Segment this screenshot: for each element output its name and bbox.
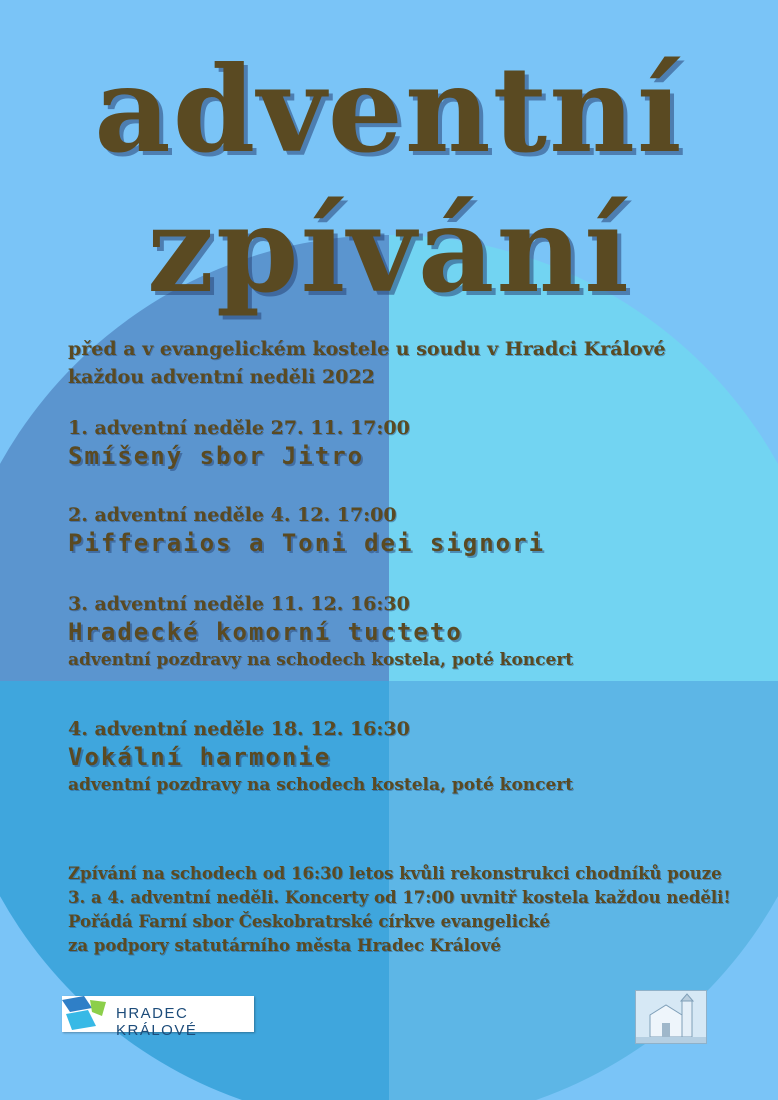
footer-line-3: Pořádá Farní sbor Českobratrské církve evangelické: [68, 912, 550, 931]
event-date: 3. adventní neděle 11. 12. 16:30: [68, 593, 410, 615]
intro-text: [68, 335, 666, 391]
event-2: [68, 503, 545, 559]
footer-text: [68, 862, 731, 958]
footer-line-4: za podpory statutárního města Hradec Králové: [68, 936, 501, 955]
city-logo-mark-icon: [62, 996, 110, 1032]
event-3: [68, 592, 573, 672]
intro-line-1: před a v evangelickém kostele u soudu v Hradci Králové: [68, 338, 666, 360]
intro-line-2: každou adventní neděli 2022: [68, 366, 375, 388]
event-note: adventní pozdravy na schodech kostela, poté koncert: [68, 775, 574, 795]
event-date: 1. adventní neděle 27. 11. 17:00: [68, 417, 410, 439]
footer-line-2: 3. a 4. adventní neděli. Koncerty od 17:00 uvnitř kostela každou neděli!: [68, 888, 731, 907]
event-4: [68, 717, 573, 797]
title-line-1: adventní: [94, 40, 684, 179]
event-date: 4. adventní neděle 18. 12. 16:30: [68, 718, 410, 740]
title-line-2: zpívání: [147, 180, 631, 319]
event-date: 2. adventní neděle 4. 12. 17:00: [68, 504, 397, 526]
church-photo: [635, 990, 707, 1044]
event-performer: Hradecké komorní tucteto: [68, 618, 463, 646]
city-logo: [62, 996, 254, 1039]
event-performer: Smíšený sbor Jitro: [68, 442, 365, 470]
event-note: adventní pozdravy na schodech kostela, poté koncert: [68, 650, 574, 670]
city-logo-text: HRADEC KRÁLOVÉ: [116, 1005, 198, 1039]
church-illustration-icon: [636, 991, 706, 1043]
footer-line-1: Zpívání na schodech od 16:30 letos kvůli rekonstrukci chodníků pouze: [68, 864, 722, 883]
event-performer: Pifferaios a Toni dei signori: [68, 529, 546, 557]
event-performer: Vokální harmonie: [68, 743, 332, 771]
event-1: [68, 416, 410, 472]
